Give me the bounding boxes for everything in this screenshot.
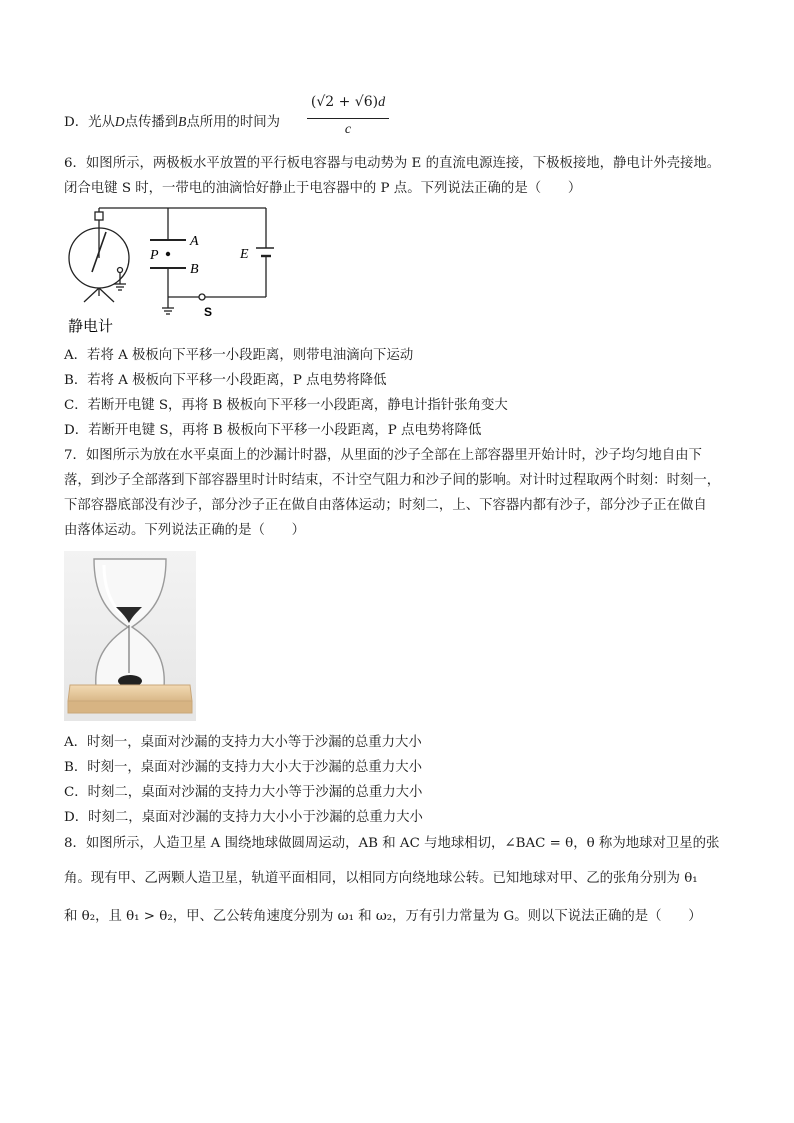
q8-stem-line3: 和 θ₂，且 θ₁ > θ₂，甲、乙公转角速度分别为 ω₁ 和 ω₂，万有引力常量为 G。则以下说法正确的是（ ） [64,909,702,924]
q7-option-c: C．时刻二，桌面对沙漏的支持力大小等于沙漏的总重力大小 [64,785,423,800]
fraction-bar [307,118,389,119]
fraction-numerator [305,94,391,111]
electrometer-leg-left [84,288,99,302]
q7-stem-line1: 7．如图所示为放在水平桌面上的沙漏计时器，从里面的沙子全部在上部容器里开始计时，沙子均匀地自由下 [64,448,702,463]
q5-point-b: B [178,114,187,129]
q7-stem-line2: 落，到沙子全部落到下部容器里时计时结束，不计空气阻力和沙子间的影响。对计时过程取两个时刻：时刻一， [64,473,721,488]
label-e: E [240,247,249,262]
wooden-base-top [68,685,192,701]
q6-circuit-figure [64,200,274,340]
q7-stem-line3: 下部容器底部没有沙子，部分沙子正在做自由落体运动；时刻二，上、下容器内都有沙子，部分沙子正在做自 [64,498,707,513]
q6-option-a: A．若将 A 极板向下平移一小段距离，则带电油滴向下运动 [64,348,414,363]
oil-drop-p [166,252,170,256]
electrometer-terminal [95,212,103,220]
q6-option-b: B．若将 A 极板向下平移一小段距离，P 点电势将降低 [64,373,387,388]
q5-option-d [64,113,280,132]
q5-point-d: D [114,114,125,129]
q6-option-d: D．若断开电键 S，再将 B 极板向下平移一小段距离，P 点电势将降低 [64,423,482,438]
q8-stem-line1: 8．如图所示，人造卫星 A 围绕地球做圆周运动，AB 和 AC 与地球相切，∠BAC = θ，θ 称为地球对卫星的张 [64,836,720,851]
electrometer-leg-right [99,288,114,302]
q7-option-a: A．时刻一，桌面对沙漏的支持力大小等于沙漏的总重力大小 [64,735,422,750]
q5-option-d-prefix: D．光从 [64,115,115,130]
q6-stem-line2: 闭合电键 S 时，一带电的油滴恰好静止于电容器中的 P 点。下列说法正确的是（ ） [64,181,582,196]
label-a: A [190,234,199,249]
numerator-roots: (√2 + √6) [310,94,379,110]
q7-stem-line4: 由落体运动。下列说法正确的是（ ） [64,523,306,538]
label-p: P [150,248,159,263]
q6-option-c: C．若断开电键 S，再将 B 极板向下平移一小段距离，静电计指针张角变大 [64,398,508,413]
label-s: S [204,305,213,319]
switch-terminal [199,294,205,300]
q5-time-fraction [305,94,391,142]
q5-option-d-mid: 点传播到 [124,115,179,130]
q7-hourglass-photo [64,551,196,721]
numerator-d: d [378,95,386,110]
wooden-base-front [68,701,192,713]
figure-caption-electrometer: 静电计 [68,317,114,335]
q5-option-d-end: 点所用的时间为 [186,115,281,130]
q7-option-d: D．时刻二，桌面对沙漏的支持力大小小于沙漏的总重力大小 [64,810,423,825]
fraction-denominator: c [344,122,352,137]
q6-stem-line1: 6．如图所示，两极板水平放置的平行板电容器与电动势为 E 的直流电源连接，下极板接地，静电计外壳接地。 [64,156,721,171]
q8-stem-line2: 角。现有甲、乙两颗人造卫星，轨道平面相同，以相同方向绕地球公转。已知地球对甲、乙的张角分别为 θ₁ [64,871,698,886]
q7-option-b: B．时刻一，桌面对沙漏的支持力大小大于沙漏的总重力大小 [64,760,422,775]
label-b: B [190,262,199,277]
